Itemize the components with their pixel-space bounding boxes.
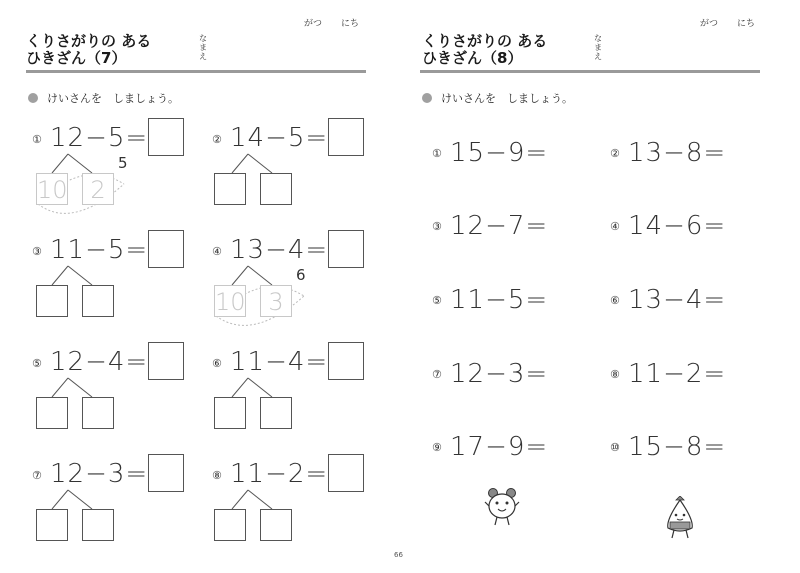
problem-number: ② — [610, 147, 620, 160]
problem-expression: 12−7= — [450, 211, 549, 241]
bullet-icon — [28, 93, 38, 103]
problem-expression: 11−2= — [628, 359, 727, 389]
date-day-label: にち — [341, 19, 360, 29]
problem-4[interactable] — [610, 208, 760, 248]
problem-number: ⑤ — [32, 357, 42, 370]
decomposition-box-left[interactable]: 10 — [214, 285, 246, 317]
right-worksheet-page — [400, 0, 800, 573]
header-rule — [26, 70, 366, 73]
decomposition-box-right[interactable]: 2 — [82, 173, 114, 205]
decomposition-box-left[interactable] — [36, 509, 68, 541]
decomposition-box-right[interactable] — [82, 285, 114, 317]
decomposition-branch — [32, 118, 192, 178]
problem-expression: 12−4= — [50, 347, 149, 377]
problem-9[interactable] — [432, 429, 582, 469]
problem-number: ⑦ — [32, 469, 42, 482]
name-label: な ま え — [199, 34, 207, 61]
date-month-label: がつ — [700, 19, 719, 29]
decomposition-box-right[interactable] — [82, 509, 114, 541]
problem-expression: 15−8= — [628, 432, 727, 462]
title-line-2: ひきざん（7） — [26, 49, 127, 67]
problem-number: ② — [212, 133, 222, 146]
problem-number: ⑨ — [432, 441, 442, 454]
mascot-onigiri-icon — [662, 496, 698, 540]
instruction-text: けいさんを しましょう。 — [47, 92, 179, 105]
instruction-text: けいさんを しましょう。 — [441, 92, 573, 105]
decomposition-box-left[interactable] — [36, 285, 68, 317]
decomposition-box-right[interactable] — [82, 397, 114, 429]
problem-1 — [32, 118, 212, 218]
decomposition-branch — [212, 118, 372, 178]
date-month-label: がつ — [304, 19, 323, 29]
header-rule — [420, 70, 760, 73]
instruction — [422, 90, 573, 106]
problem-expression: 13−4= — [628, 285, 727, 315]
decomposition-box-left[interactable] — [214, 509, 246, 541]
problem-number: ⑧ — [610, 368, 620, 381]
problem-8[interactable] — [610, 356, 760, 396]
decomposition-branch — [212, 454, 372, 514]
problem-number: ⑦ — [432, 368, 442, 381]
decomposition-box-left[interactable] — [214, 173, 246, 205]
instruction — [28, 90, 179, 106]
decomposition-branch — [32, 230, 192, 290]
problem-3[interactable] — [432, 208, 582, 248]
problem-3 — [32, 230, 212, 330]
problem-2[interactable] — [610, 135, 760, 175]
page-title — [422, 33, 547, 67]
problem-number: ④ — [610, 220, 620, 233]
page-title — [26, 33, 151, 67]
problem-number: ③ — [32, 245, 42, 258]
decomposition-box-right[interactable] — [260, 397, 292, 429]
problem-expression: 13−8= — [628, 138, 727, 168]
page-number: 66 — [394, 551, 403, 559]
problem-expression: 11−5= — [50, 235, 149, 265]
problem-expression: 11−5= — [450, 285, 549, 315]
problem-expression: 17−9= — [450, 432, 549, 462]
problem-number: ⑤ — [432, 294, 442, 307]
hint-number: 6 — [296, 266, 306, 284]
problem-6[interactable] — [610, 282, 760, 322]
date-day-label: にち — [737, 19, 756, 29]
problem-2 — [212, 118, 392, 218]
problem-expression: 14−5= — [230, 123, 329, 153]
title-line-2: ひきざん（8） — [422, 49, 523, 67]
decomposition-box-right[interactable]: 3 — [260, 285, 292, 317]
problem-expression: 15−9= — [450, 138, 549, 168]
problem-expression: 14−6= — [628, 211, 727, 241]
problem-7[interactable] — [432, 356, 582, 396]
mascot-bear-icon — [484, 486, 520, 528]
problem-5 — [32, 342, 212, 442]
problem-8 — [212, 454, 392, 554]
hint-number: 5 — [118, 154, 128, 172]
problem-number: ⑥ — [212, 357, 222, 370]
problem-number: ④ — [212, 245, 222, 258]
bullet-icon — [422, 93, 432, 103]
decomposition-box-left[interactable] — [214, 397, 246, 429]
problem-expression: 12−3= — [50, 459, 149, 489]
decomposition-box-left[interactable]: 10 — [36, 173, 68, 205]
title-line-1: くりさがりの ある — [422, 32, 548, 50]
decomposition-box-left[interactable] — [36, 397, 68, 429]
problem-number: ⑥ — [610, 294, 620, 307]
problem-number: ① — [32, 133, 42, 146]
problem-number: ① — [432, 147, 442, 160]
problem-5[interactable] — [432, 282, 582, 322]
problem-expression: 11−2= — [230, 459, 329, 489]
problem-expression: 11−4= — [230, 347, 329, 377]
decomposition-branch — [32, 454, 192, 514]
problem-number: ⑩ — [610, 441, 620, 454]
problem-4 — [212, 230, 392, 330]
problem-expression: 12−5= — [50, 123, 149, 153]
problem-6 — [212, 342, 392, 442]
decomposition-branch — [32, 342, 192, 402]
decomposition-box-right[interactable] — [260, 509, 292, 541]
problem-number: ⑧ — [212, 469, 222, 482]
name-label: な ま え — [594, 34, 602, 61]
problem-expression: 13−4= — [230, 235, 329, 265]
decomposition-box-right[interactable] — [260, 173, 292, 205]
title-line-1: くりさがりの ある — [26, 32, 152, 50]
decomposition-branch — [212, 230, 372, 290]
problem-7 — [32, 454, 212, 554]
problem-10[interactable] — [610, 429, 760, 469]
problem-expression: 12−3= — [450, 359, 549, 389]
problem-1[interactable] — [432, 135, 582, 175]
problem-number: ③ — [432, 220, 442, 233]
decomposition-branch — [212, 342, 372, 402]
